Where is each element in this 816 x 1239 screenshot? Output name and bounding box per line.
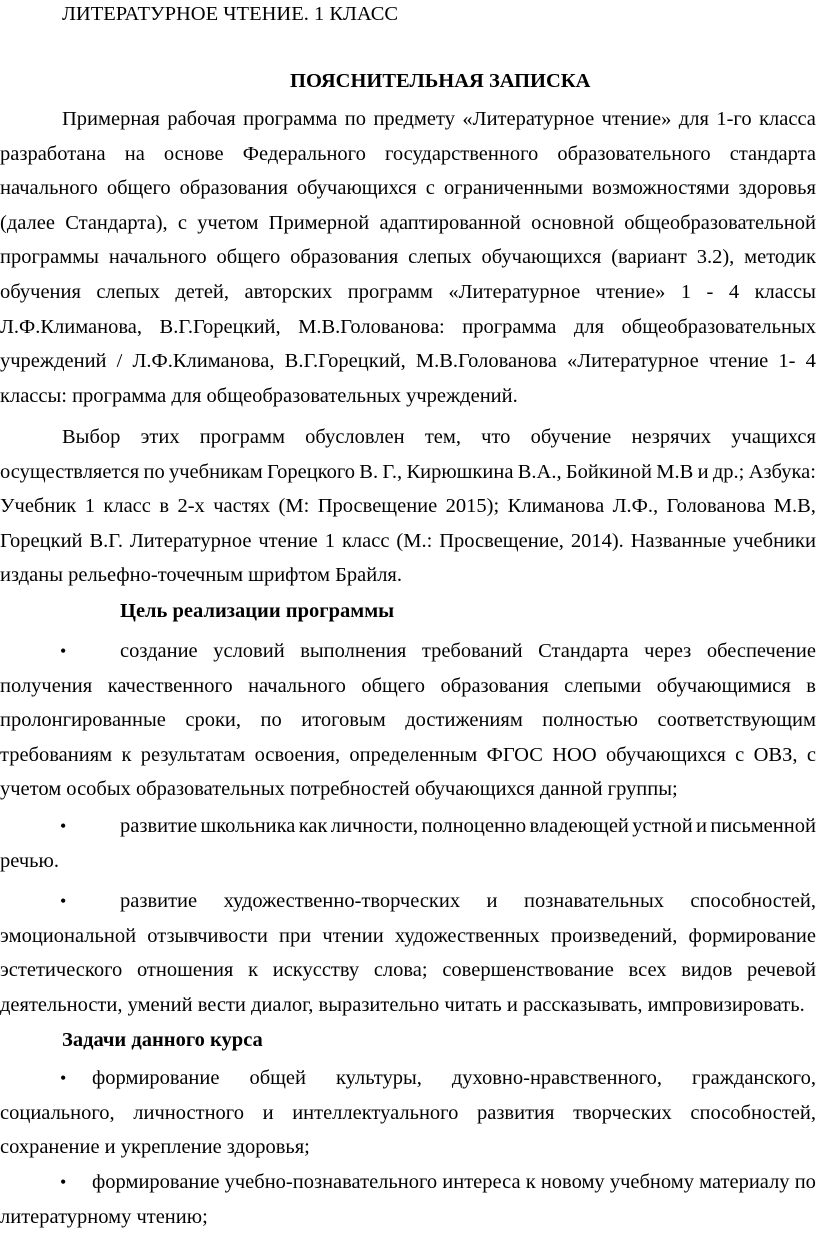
word: соответствующим (657, 709, 816, 732)
word: с (735, 743, 745, 766)
word: для (573, 315, 605, 338)
word: искусству (272, 959, 360, 982)
text-line (0, 344, 816, 379)
word: В.Г.Горецкий, (284, 350, 406, 373)
word: рабочая (167, 108, 236, 130)
word: гражданского, (691, 1067, 816, 1089)
word: по (344, 108, 366, 130)
word: В. (359, 460, 379, 483)
word: 4 (805, 350, 816, 373)
word: письменной (710, 815, 816, 837)
word: Л.Ф., (612, 495, 659, 518)
word: учебно-познавательного (224, 1171, 438, 1193)
word: 1 (84, 495, 95, 518)
word: ОВЗ, (753, 743, 798, 766)
goal-heading-text: Цель реализации программы (120, 600, 395, 622)
word: В.Г.Горецкий, (159, 315, 281, 338)
word: Горецкого (267, 460, 355, 483)
word: - (706, 280, 714, 303)
text-line (0, 703, 816, 738)
word: М.В.Голованова: (298, 315, 445, 338)
word: авторских (244, 280, 333, 303)
text-line (0, 738, 816, 773)
word: новому (540, 1171, 605, 1193)
word: обеспечение (706, 640, 816, 662)
word: этих (140, 426, 180, 448)
word: Просвещение (317, 495, 438, 518)
word: Азбука: (748, 460, 816, 483)
text-line (0, 524, 816, 559)
word: основе (163, 142, 224, 165)
goal-heading (120, 594, 816, 629)
word: Л.Ф.Климанова, (132, 350, 275, 373)
list-item (0, 634, 816, 669)
word: классы (754, 280, 816, 303)
word: полноценно (421, 815, 527, 837)
word: чтение (708, 350, 769, 373)
word: по (794, 1171, 816, 1193)
text-line (0, 102, 816, 137)
word: общей (249, 1067, 306, 1089)
word: интеллектуального (292, 1101, 459, 1124)
word: Стандарта (538, 640, 629, 662)
text-line (0, 310, 816, 345)
word: Федерального (242, 142, 366, 165)
text-line (0, 1165, 816, 1200)
word: (вариант (611, 246, 687, 269)
header-text: ЛИТЕРАТУРНОЕ ЧТЕНИЕ. 1 КЛАСС (62, 3, 399, 25)
word: общеобразовательной (624, 211, 816, 234)
word: программ (199, 426, 285, 448)
word: «Литературное (462, 108, 595, 130)
word: учебники (733, 529, 816, 552)
word: создание (120, 640, 198, 662)
word: общего (106, 177, 171, 200)
word: к (121, 743, 132, 766)
word: начального (0, 177, 98, 200)
text-line (0, 455, 816, 490)
word: образовательного (557, 142, 711, 165)
word: в (806, 674, 816, 697)
word: познавательных (523, 890, 664, 912)
word: основной (531, 211, 615, 234)
word: начального (248, 674, 346, 697)
text-line (0, 669, 816, 704)
word: по (260, 709, 282, 732)
word: обучающихся (481, 246, 602, 269)
word: / (116, 350, 123, 373)
word: выполнения (300, 640, 407, 662)
word: формирование (92, 1067, 220, 1089)
word: класс (103, 495, 151, 518)
word: осуществляется (0, 460, 140, 483)
word: устной (632, 815, 693, 837)
word: способностей, (690, 890, 816, 912)
goals-list (0, 634, 816, 807)
word: результатам (140, 743, 246, 766)
word: учебникам (169, 460, 263, 483)
word: обусловлен (305, 426, 405, 448)
word: личностного (133, 1101, 244, 1124)
word: 1 (680, 280, 692, 303)
word: и (697, 460, 709, 483)
word: программа (462, 315, 557, 338)
word: чтение (258, 529, 318, 552)
word: Названные (630, 529, 727, 552)
text-line (0, 240, 816, 275)
word: (М: (278, 495, 310, 518)
word: Стандарта), (65, 211, 168, 234)
text-line (0, 634, 816, 669)
text-line (0, 137, 816, 172)
word: 2015); (445, 495, 500, 518)
word: освоения, (254, 743, 341, 766)
word: обучающихся (296, 177, 417, 200)
word: отношения (136, 959, 234, 982)
word: общего (361, 674, 426, 697)
word: общеобразовательных (621, 315, 816, 338)
text-line: речью. (0, 849, 59, 872)
text-line (0, 171, 816, 206)
word: при (279, 924, 312, 947)
word: класса (759, 108, 816, 130)
word: получения (0, 674, 93, 697)
word: владеющей (529, 815, 629, 837)
word: художественно-творческих (223, 890, 461, 912)
word: государственного (384, 142, 539, 165)
bullet-icon: • (60, 641, 67, 661)
word: формирование (688, 924, 816, 947)
word: учебному (609, 1171, 694, 1193)
text-line (0, 489, 816, 524)
word: к (525, 1171, 536, 1193)
word: тем, (424, 426, 461, 448)
word: слепых (96, 280, 160, 303)
word: пролонгированные (0, 709, 166, 732)
word: художественных (394, 924, 540, 947)
word: здоровья (738, 177, 816, 200)
word: предмету (373, 108, 455, 130)
text-line (0, 1096, 816, 1131)
text-line (0, 953, 816, 988)
word: развитие (120, 890, 198, 912)
word: творческих (573, 1101, 672, 1124)
word: эстетического (0, 959, 123, 982)
word: образования (440, 674, 549, 697)
word: Горецкий (0, 529, 83, 552)
word: чтении (322, 924, 384, 947)
list-item (0, 1165, 816, 1200)
word: материалу (699, 1171, 790, 1193)
word: развитие (120, 815, 198, 837)
word: 3.2), (696, 246, 735, 269)
word: качественного (107, 674, 233, 697)
word: Учебник (0, 495, 77, 518)
bullet-icon: • (60, 1172, 67, 1192)
bullet-icon: • (60, 816, 67, 836)
word: социального, (0, 1101, 115, 1124)
word: духовно-нравственного, (451, 1067, 663, 1089)
word: Литературное (129, 529, 252, 552)
word: разработана (0, 142, 106, 165)
bullet-icon: • (60, 891, 67, 911)
word: и (262, 1101, 274, 1124)
word: Примерной (268, 211, 370, 234)
text-line (0, 420, 816, 455)
word: программы (0, 246, 99, 269)
bullet-icon: • (60, 1068, 67, 1088)
word: через (644, 640, 692, 662)
word: способностей, (690, 1101, 816, 1124)
word: 1-го (716, 108, 752, 130)
word: эмоциональной (0, 924, 137, 947)
goals-list-2 (0, 809, 816, 878)
list-item (0, 1061, 816, 1096)
text-line: классы: программа для общеобразовательных учреждений. (0, 384, 518, 407)
word: формирование (92, 1171, 220, 1193)
word: адаптированной (379, 211, 521, 234)
word: Г., (382, 460, 403, 483)
word: с (806, 743, 816, 766)
word: совершенствование (442, 959, 614, 982)
word: по (143, 460, 165, 483)
text-line (0, 919, 816, 954)
word: Просвещение, (439, 529, 564, 552)
tasks-list-2 (0, 1165, 816, 1234)
word: развития (476, 1101, 555, 1124)
word: частях (213, 495, 271, 518)
word: (далее (0, 211, 55, 234)
text-line: сохранение и укрепление здоровья; (0, 1136, 310, 1159)
word: чтение» (601, 108, 672, 130)
word: условий (213, 640, 285, 662)
word: Климанова (507, 495, 605, 518)
text-line: деятельности, умений вести диалог, выразительно читать и рассказывать, импровизировать. (0, 993, 805, 1016)
word: Голованова (666, 495, 766, 518)
word: 1 (324, 529, 335, 552)
word: М.В.Голованова (415, 350, 557, 373)
word: с (425, 177, 435, 200)
word: слепыми (564, 674, 642, 697)
word: образования (290, 246, 399, 269)
word: культуры, (335, 1067, 422, 1089)
list-item (0, 884, 816, 919)
word: обучающимися (656, 674, 791, 697)
word: личности, (330, 815, 419, 837)
word: видов (681, 959, 733, 982)
text-line: изданы рельефно-точечным шрифтом Брайля. (0, 564, 402, 587)
word: Л.Ф.Климанова, (0, 315, 143, 338)
word: что (481, 426, 511, 448)
word: Бойкиной (565, 460, 652, 483)
word: речевой (746, 959, 816, 982)
word: В.А., (517, 460, 562, 483)
word: «Литературное (566, 350, 699, 373)
word: слова; (373, 959, 428, 982)
text-line (0, 884, 816, 919)
document-title (290, 64, 816, 99)
word: программ (347, 280, 433, 303)
word: М.В (656, 460, 694, 483)
word: Примерная (62, 108, 160, 130)
word: и (696, 815, 707, 837)
word: незрячих (631, 426, 712, 448)
word: слепых (408, 246, 472, 269)
word: программа (243, 108, 338, 130)
word: 2014). (570, 529, 624, 552)
list-item (0, 809, 816, 844)
text-line: учетом особых образовательных потребностей обучающихся данной группы; (0, 778, 678, 801)
text-line (0, 275, 816, 310)
word: методик (744, 246, 816, 269)
word: определенным (349, 743, 478, 766)
word: Выбор (62, 426, 121, 448)
word: 2-х (177, 495, 205, 518)
word: образования (179, 177, 288, 200)
word: 4 (728, 280, 740, 303)
tasks-heading-text: Задачи данного курса (62, 1029, 263, 1051)
word: ФГОС (486, 743, 543, 766)
word: НОО (552, 743, 597, 766)
word: возможностями (592, 177, 730, 200)
word: обучение (530, 426, 612, 448)
word: с (177, 211, 187, 234)
word: 1- (778, 350, 796, 373)
word: в (159, 495, 170, 518)
word: полностью (542, 709, 638, 732)
word: как (298, 815, 328, 837)
text-line (0, 809, 816, 844)
word: др.; (712, 460, 745, 483)
word: произведений, (550, 924, 678, 947)
word: детей, (175, 280, 230, 303)
word: отзывчивости (147, 924, 268, 947)
word: на (124, 142, 145, 165)
word: и (486, 890, 498, 912)
word: учетом (197, 211, 259, 234)
text-line: литературному чтению; (0, 1205, 208, 1228)
tasks-heading (62, 1023, 816, 1058)
word: М.В, (773, 495, 816, 518)
word: «Литературное (448, 280, 581, 303)
word: учащихся (731, 426, 816, 448)
word: сроки, (185, 709, 242, 732)
paragraph-2 (0, 420, 816, 593)
word: требований (421, 640, 523, 662)
word: достижениям (405, 709, 523, 732)
word: всех (628, 959, 667, 982)
word: обучения (0, 280, 81, 303)
word: учреждений (0, 350, 107, 373)
goals-list-3 (0, 884, 816, 1022)
document-header (62, 0, 816, 32)
word: интереса (442, 1171, 521, 1193)
title-text: ПОЯСНИТЕЛЬНАЯ ЗАПИСКА (290, 70, 591, 92)
word: к (248, 959, 259, 982)
word: В.Г. (89, 529, 123, 552)
tasks-list (0, 1061, 816, 1165)
word: для (678, 108, 709, 130)
word: чтение» (595, 280, 666, 303)
word: обучающихся (606, 743, 726, 766)
word: (М.: (396, 529, 433, 552)
paragraph-1 (0, 102, 816, 413)
text-line (0, 206, 816, 241)
text-line (0, 1061, 816, 1096)
word: итоговым (301, 709, 386, 732)
word: общего (216, 246, 281, 269)
word: ограниченными (443, 177, 583, 200)
word: начального (108, 246, 207, 269)
word: стандарта (729, 142, 816, 165)
word: школьника (200, 815, 296, 837)
word: класс (341, 529, 390, 552)
word: Кирюшкина (406, 460, 514, 483)
word: требованиям (0, 743, 113, 766)
